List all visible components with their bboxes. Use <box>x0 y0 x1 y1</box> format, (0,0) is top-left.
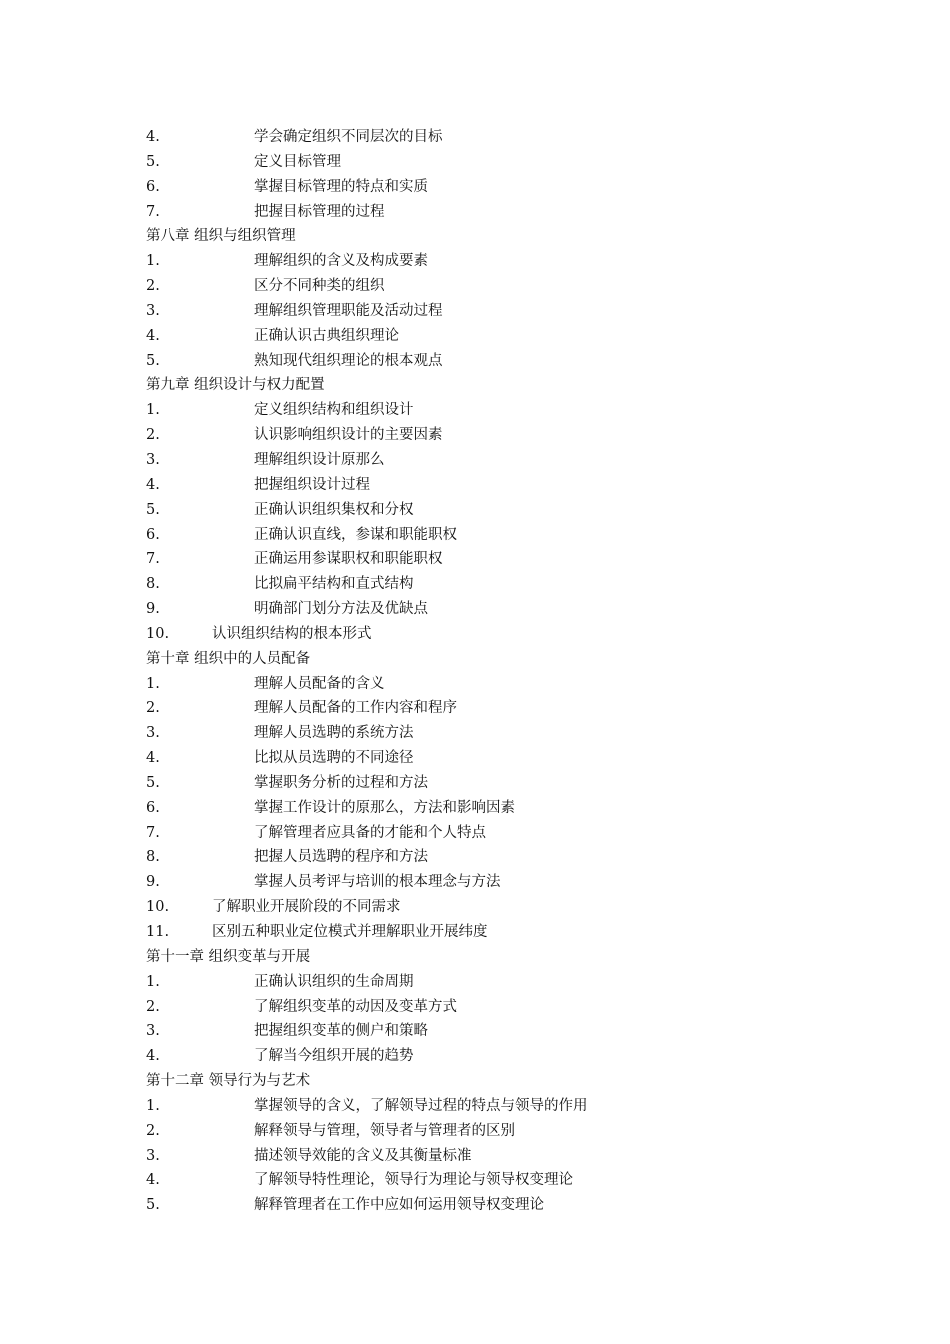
list-item-text: 描述领导效能的含义及其衡量标准 <box>254 1147 472 1164</box>
list-item-number: 1. <box>146 253 160 270</box>
list-item-number: 2. <box>146 998 160 1015</box>
list-item-text: 掌握目标管理的特点和实质 <box>254 178 428 195</box>
list-item-number: 2. <box>146 427 160 444</box>
list-item-number: 1. <box>146 402 160 419</box>
list-item-number: 3. <box>146 451 160 468</box>
list-item <box>146 821 846 846</box>
list-item-text: 把握目标管理的过程 <box>254 203 385 220</box>
list-item-number: 8. <box>146 849 160 866</box>
list-item-text: 正确认识古典组织理论 <box>254 327 399 344</box>
list-item-text: 定义组织结构和组织设计 <box>254 402 414 419</box>
list-item-number: 3. <box>146 1023 160 1040</box>
list-item-text: 正确认识直线，参谋和职能职权 <box>254 526 457 543</box>
list-item <box>146 672 846 697</box>
chapter-heading-text: 第十一章 组织变革与开展 <box>146 948 311 965</box>
list-item-number: 7. <box>146 203 160 220</box>
chapter-heading-text: 第九章 组织设计与权力配置 <box>146 377 325 394</box>
list-item-text: 把握组织变革的侧户和策略 <box>254 1023 428 1040</box>
list-item-text: 认识影响组织设计的主要因素 <box>254 427 443 444</box>
list-item-text: 掌握人员考评与培训的根本理念与方法 <box>254 874 501 891</box>
list-item-text: 明确部门划分方法及优缺点 <box>254 601 428 618</box>
list-item-text: 理解组织设计原那么 <box>254 451 385 468</box>
list-item-number: 3. <box>146 302 160 319</box>
list-item <box>146 448 846 473</box>
list-item-text: 把握组织设计过程 <box>254 476 370 493</box>
list-item <box>146 870 846 895</box>
list-item <box>146 845 846 870</box>
list-item-number: 5. <box>146 774 160 791</box>
list-item-number: 10. <box>146 899 170 916</box>
list-item-text: 掌握职务分析的过程和方法 <box>254 774 428 791</box>
list-item <box>146 597 846 622</box>
list-item-text: 了解组织变革的动因及变革方式 <box>254 998 457 1015</box>
list-item-text: 掌握领导的含义，了解领导过程的特点与领导的作用 <box>254 1097 588 1114</box>
list-item-text: 理解人员选聘的系统方法 <box>254 725 414 742</box>
list-item-number: 5. <box>146 352 160 369</box>
list-item <box>146 771 846 796</box>
list-item-number: 8. <box>146 576 160 593</box>
list-item-text: 定义目标管理 <box>254 153 341 170</box>
list-item-text: 了解管理者应具备的才能和个人特点 <box>254 824 486 841</box>
list-item-text: 比拟扁平结构和直式结构 <box>254 576 414 593</box>
list-item <box>146 498 846 523</box>
list-item <box>146 1168 846 1193</box>
list-item-text: 区别五种职业定位模式并理解职业开展纬度 <box>212 924 488 940</box>
list-item-number: 1. <box>146 675 160 692</box>
list-item <box>146 423 846 448</box>
list-item-number: 4. <box>146 1048 160 1065</box>
list-item <box>146 1193 846 1218</box>
list-item <box>146 473 846 498</box>
list-item-number: 1. <box>146 1097 160 1114</box>
list-item-text: 理解人员配备的含义 <box>254 675 385 692</box>
list-item <box>146 398 846 423</box>
list-item <box>146 895 846 920</box>
chapter-heading-text: 第十二章 领导行为与艺术 <box>146 1073 311 1090</box>
list-item-number: 9. <box>146 601 160 618</box>
list-item-text: 理解组织管理职能及活动过程 <box>254 302 443 319</box>
list-item-number: 5. <box>146 1197 160 1214</box>
list-item-number: 11. <box>146 924 170 940</box>
list-item-text: 正确认识组织的生命周期 <box>254 973 414 990</box>
list-item-number: 3. <box>146 725 160 742</box>
list-item-text: 学会确定组织不同层次的目标 <box>254 129 443 145</box>
list-item-number: 4. <box>146 476 160 493</box>
list-item <box>146 572 846 597</box>
list-item <box>146 349 846 374</box>
list-item <box>146 249 846 274</box>
list-item <box>146 200 846 225</box>
list-item-text: 熟知现代组织理论的根本观点 <box>254 352 443 369</box>
list-item-text: 理解组织的含义及构成要素 <box>254 253 428 270</box>
chapter-heading <box>146 224 846 249</box>
list-item <box>146 299 846 324</box>
list-item-number: 4. <box>146 129 160 145</box>
chapter-heading <box>146 647 846 672</box>
list-item-text: 解释管理者在工作中应如何运用领导权变理论 <box>254 1197 544 1214</box>
list-item-text: 正确运用参谋职权和职能职权 <box>254 551 443 568</box>
chapter-heading <box>146 1069 846 1094</box>
document-body <box>146 125 846 1218</box>
list-item <box>146 746 846 771</box>
chapter-heading <box>146 945 846 970</box>
list-item-number: 10. <box>146 625 170 642</box>
chapter-heading-text: 第八章 组织与组织管理 <box>146 228 296 245</box>
list-item <box>146 175 846 200</box>
list-item <box>146 721 846 746</box>
list-item <box>146 920 846 945</box>
list-item-number: 7. <box>146 824 160 841</box>
list-item-text: 正确认识组织集权和分权 <box>254 501 414 518</box>
list-item-text: 了解职业开展阶段的不同需求 <box>212 899 401 916</box>
list-item-number: 4. <box>146 1172 160 1189</box>
list-item-number: 4. <box>146 750 160 767</box>
list-item <box>146 125 846 150</box>
list-item <box>146 150 846 175</box>
list-item-text: 掌握工作设计的原那么，方法和影响因素 <box>254 799 515 816</box>
list-item-text: 了解当今组织开展的趋势 <box>254 1048 414 1065</box>
chapter-heading-text: 第十章 组织中的人员配备 <box>146 650 311 667</box>
list-item-number: 2. <box>146 278 160 295</box>
list-item-text: 理解人员配备的工作内容和程序 <box>254 700 457 717</box>
list-item-text: 区分不同种类的组织 <box>254 278 385 295</box>
list-item <box>146 324 846 349</box>
list-item-number: 6. <box>146 526 160 543</box>
chapter-heading <box>146 373 846 398</box>
list-item <box>146 622 846 647</box>
list-item-text: 比拟从员选聘的不同途径 <box>254 750 414 767</box>
list-item-number: 5. <box>146 153 160 170</box>
list-item <box>146 1119 846 1144</box>
list-item <box>146 547 846 572</box>
list-item <box>146 970 846 995</box>
list-item <box>146 696 846 721</box>
list-item-number: 7. <box>146 551 160 568</box>
list-item-number: 5. <box>146 501 160 518</box>
list-item <box>146 274 846 299</box>
list-item-number: 6. <box>146 178 160 195</box>
list-item <box>146 523 846 548</box>
list-item <box>146 1094 846 1119</box>
list-item-text: 解释领导与管理，领导者与管理者的区别 <box>254 1122 515 1139</box>
list-item <box>146 796 846 821</box>
list-item-text: 认识组织结构的根本形式 <box>212 625 372 642</box>
list-item-number: 1. <box>146 973 160 990</box>
list-item <box>146 1144 846 1169</box>
list-item-number: 2. <box>146 700 160 717</box>
list-item-number: 9. <box>146 874 160 891</box>
list-item-number: 4. <box>146 327 160 344</box>
list-item <box>146 1044 846 1069</box>
list-item-number: 6. <box>146 799 160 816</box>
list-item-text: 了解领导特性理论，领导行为理论与领导权变理论 <box>254 1172 573 1189</box>
list-item-text: 把握人员选聘的程序和方法 <box>254 849 428 866</box>
list-item <box>146 995 846 1020</box>
list-item-number: 3. <box>146 1147 160 1164</box>
list-item-number: 2. <box>146 1122 160 1139</box>
list-item <box>146 1019 846 1044</box>
